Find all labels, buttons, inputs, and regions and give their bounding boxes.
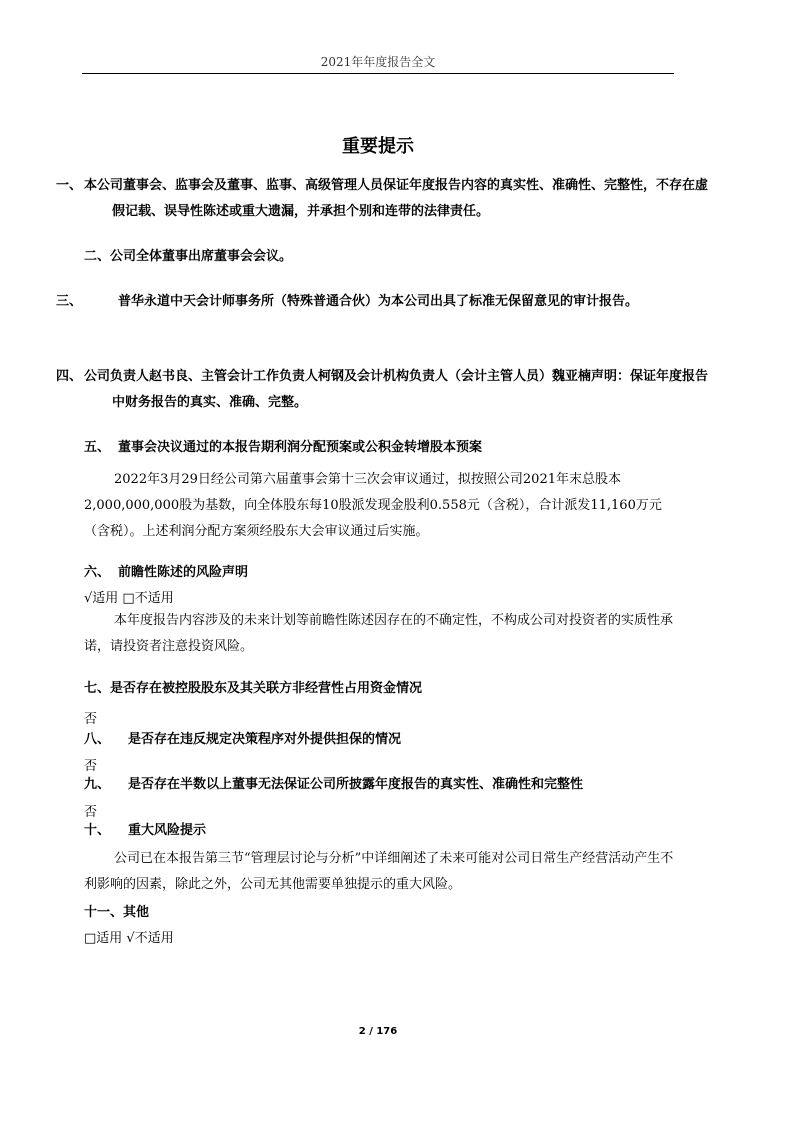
item-10-heading xyxy=(84,818,684,844)
item-4-text: 公司负责人赵书良、主管会计工作负责人柯钢及会计机构负责人（会计主管人员）魏亚楠声明：保证年度报告中财务报告的真实、准确、完整。 xyxy=(84,369,709,410)
item-2 xyxy=(84,244,684,270)
item-8-heading xyxy=(84,727,684,753)
item-9-answer: 否 xyxy=(84,805,98,820)
page-title: 重要提示 xyxy=(342,136,414,157)
item-10-number: 十、 xyxy=(84,823,111,838)
item-5-number: 五、 xyxy=(84,440,111,455)
item-6-text: 前瞻性陈述的风险声明 xyxy=(118,565,249,580)
running-header: 2021年年度报告全文 xyxy=(320,55,436,69)
item-10-text: 重大风险提示 xyxy=(128,823,207,838)
item-1-text: 本公司董事会、监事会及董事、监事、高级管理人员保证年度报告内容的真实性、准确性、完整性，不存在虚假记载、误导性陈述或重大遗漏，并承担个别和连带的法律责任。 xyxy=(84,178,709,219)
item-3 xyxy=(56,289,692,315)
item-5-text: 董事会决议通过的本报告期利润分配预案或公积金转增股本预案 xyxy=(118,440,483,455)
item-11-heading xyxy=(84,900,684,926)
item-7-heading xyxy=(84,676,684,702)
item-3-number: 三、 xyxy=(56,294,83,309)
item-4: 四、 公司负责人赵书良、主管会计工作负责人柯钢及会计机构负责人（会计主管人员）魏亚楠声明：保证年度报告中财务报告的真实、准确、完整。 xyxy=(56,369,709,410)
item-7-number: 七、 xyxy=(84,681,111,696)
item-6-checkbox: √适用 □不适用 xyxy=(84,591,174,606)
item-11-number: 十一、 xyxy=(84,905,124,920)
item-7-answer: 否 xyxy=(84,712,98,727)
item-1: 一、 本公司董事会、监事会及董事、监事、高级管理人员保证年度报告内容的真实性、准确性、完整性，不存在虚假记载、误导性陈述或重大遗漏，并承担个别和连带的法律责任。 xyxy=(56,178,709,219)
item-8-answer: 否 xyxy=(84,759,98,774)
item-9-number: 九、 xyxy=(84,777,111,792)
item-7-text: 是否存在被控股股东及其关联方非经营性占用资金情况 xyxy=(110,681,423,696)
item-9-heading xyxy=(84,772,684,798)
item-11-text: 其他 xyxy=(123,905,150,920)
item-6-body: 本年度报告内容涉及的未来计划等前瞻性陈述因存在的不确定性，不构成公司对投资者的实质性承诺，请投资者注意投资风险。 xyxy=(84,613,674,654)
item-5-heading xyxy=(84,435,684,461)
item-2-text: 公司全体董事出席董事会会议。 xyxy=(110,249,293,264)
item-6-number: 六、 xyxy=(84,565,111,580)
item-6-heading xyxy=(84,560,684,586)
item-8-text: 是否存在违反规定决策程序对外提供担保的情况 xyxy=(128,732,402,747)
page-number: 2 / 176 xyxy=(358,1026,398,1037)
item-11-checkbox: □适用 √不适用 xyxy=(84,931,174,946)
header-divider xyxy=(82,73,674,74)
item-2-number: 二、 xyxy=(84,249,111,264)
item-5-body: 2022年3月29日经公司第六届董事会第十三次会审议通过，拟按照公司2021年末总股本2,000,000,000股为基数，向全体股东每10股派发现金股利0.558元（含税），合计派发11,160万元（含税）。上述利润分配方案须经股东大会审议通过后实施。 xyxy=(84,472,662,539)
item-3-text: 普华永道中天会计师事务所（特殊普通合伙）为本公司出具了标准无保留意见的审计报告。 xyxy=(118,294,639,309)
item-10-body: 公司已在本报告第三节“管理层讨论与分析”中详细阐述了未来可能对公司日常生产经营活动产生不利影响的因素，除此之外，公司无其他需要单独提示的重大风险。 xyxy=(84,851,674,892)
item-8-number: 八、 xyxy=(84,732,111,747)
item-9-text: 是否存在半数以上董事无法保证公司所披露年度报告的真实性、准确性和完整性 xyxy=(128,777,584,792)
